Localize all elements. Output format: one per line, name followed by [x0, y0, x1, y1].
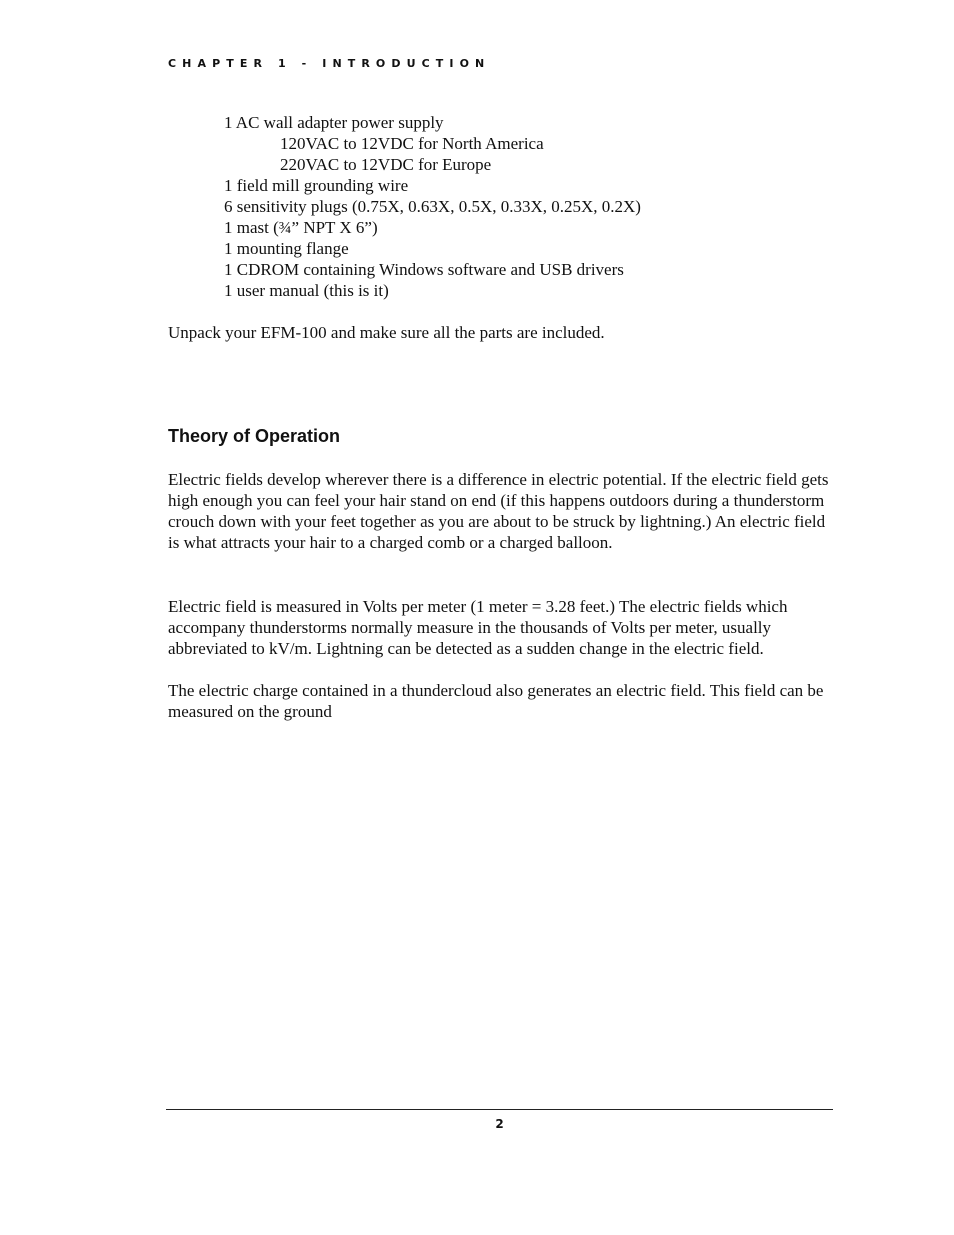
chapter-header: CHAPTER 1 - INTRODUCTION: [168, 57, 491, 70]
parts-list: [224, 112, 641, 301]
list-item: 1 mast (¾” NPT X 6”): [224, 218, 378, 237]
list-item: 1 AC wall adapter power supply: [224, 113, 444, 132]
paragraph: Electric field is measured in Volts per meter (1 meter = 3.28 feet.) The electric fields which accompany thunderstorms normally measure in the thousands of Volts per meter, usually abbreviated to kV/m. Lightning can be detected as a sudden change in the electric field.: [168, 597, 788, 658]
unpack-note: Unpack your EFM-100 and make sure all the parts are included.: [168, 323, 605, 342]
footer-divider: [166, 1109, 833, 1110]
list-item: 1 CDROM containing Windows software and USB drivers: [224, 260, 624, 279]
page-number: 2: [495, 1117, 504, 1131]
list-item: 6 sensitivity plugs (0.75X, 0.63X, 0.5X, 0.33X, 0.25X, 0.2X): [224, 197, 641, 216]
list-item: 1 mounting flange: [224, 239, 349, 258]
list-item: 1 field mill grounding wire: [224, 176, 409, 195]
section-title: Theory of Operation: [168, 426, 341, 446]
paragraph: Electric fields develop wherever there is a difference in electric potential. If the electric field gets high enough you can feel your hair stand on end (if this happens outdoors during a thunderstorm crouch down with your feet together as you are about to be struck by lightning.) An electric field is what attracts your hair to a charged comb or a charged balloon.: [168, 470, 829, 552]
list-item: 1 user manual (this is it): [224, 281, 389, 300]
list-sub-item: 120VAC to 12VDC for North America: [280, 134, 544, 153]
list-sub-item: 220VAC to 12VDC for Europe: [280, 155, 492, 174]
paragraph: The electric charge contained in a thundercloud also generates an electric field. This field can be measured on the ground: [168, 681, 824, 721]
